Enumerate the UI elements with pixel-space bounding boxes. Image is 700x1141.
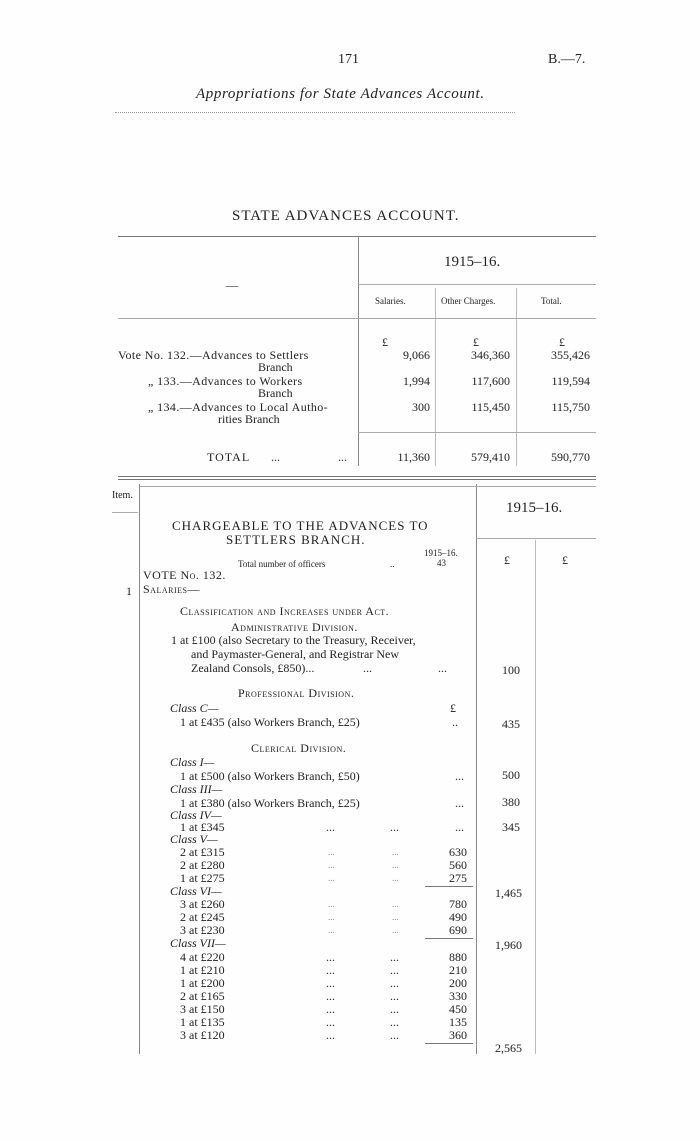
dots: ... xyxy=(326,963,335,977)
class-row-amount: 200 xyxy=(449,976,467,990)
class-row-label: 2 at £245 xyxy=(180,910,225,924)
summary-header-rule xyxy=(118,318,596,319)
class-iv-heading: Class IV— xyxy=(170,808,222,822)
vote-heading: VOTE No. 132. xyxy=(143,568,226,582)
class-row-amount: 490 xyxy=(449,910,467,924)
col-other-charges: Other Charges. xyxy=(441,296,496,306)
summary-total-dots: ... xyxy=(338,450,347,464)
summary-row-total: 115,750 xyxy=(551,400,590,414)
summary-bottom-rule xyxy=(118,476,596,477)
header-rule xyxy=(115,112,515,113)
class-i-amount: 500 xyxy=(502,768,520,782)
dots: ... xyxy=(328,860,335,870)
class-i-line: 1 at £500 (also Workers Branch, £50) xyxy=(180,769,360,783)
admin-amount: 100 xyxy=(502,663,520,677)
col-salaries: Salaries. xyxy=(375,296,406,306)
class-row-label: 3 at £120 xyxy=(180,1028,225,1042)
class-v-total: 1,465 xyxy=(495,886,522,900)
dots: ... xyxy=(392,860,399,870)
dots: ... xyxy=(326,950,335,964)
class-vi-total: 1,960 xyxy=(495,938,522,952)
dots: ... xyxy=(326,1028,335,1042)
detail-top-rule xyxy=(140,486,596,487)
officers-count: 43 xyxy=(437,558,446,568)
summary-total-salaries: 11,360 xyxy=(397,450,430,464)
summary-bottom-rule-2 xyxy=(118,479,596,480)
summary-row-total: 119,594 xyxy=(551,374,590,388)
dots: ... xyxy=(390,820,399,834)
class-row-label: 2 at £165 xyxy=(180,989,225,1003)
dots: ... xyxy=(326,976,335,990)
dots: ... xyxy=(455,820,464,834)
class-row-label: 3 at £260 xyxy=(180,897,225,911)
summary-row-salaries: 9,066 xyxy=(403,348,430,362)
summary-row-label-cont: Branch xyxy=(258,360,293,374)
dots: ... xyxy=(392,847,399,857)
salaries-heading: Salaries— xyxy=(143,582,200,596)
summary-year: 1915–16. xyxy=(444,254,501,270)
dots: ... xyxy=(392,873,399,883)
class-row-amount: 560 xyxy=(449,858,467,872)
class-vi-heading: Class VI— xyxy=(170,884,222,898)
officers-label: Total number of officers xyxy=(238,559,326,569)
admin-dots: ... xyxy=(363,661,372,675)
class-vii-heading: Class VII— xyxy=(170,936,226,950)
summary-row-label: Vote No. 132.—Advances to Settlers xyxy=(118,348,309,362)
class-i-dots: ... xyxy=(455,769,464,783)
item-header-rule xyxy=(112,512,138,513)
class-row-amount: 880 xyxy=(449,950,467,964)
subtotal-rule xyxy=(425,1043,473,1044)
amount-col-divider-2 xyxy=(535,540,536,1054)
item-number: 1 xyxy=(126,584,132,598)
dots: ... xyxy=(390,1028,399,1042)
dots: ... xyxy=(326,1002,335,1016)
other-currency: £ xyxy=(473,335,479,349)
class-iv-line: 1 at £345 xyxy=(180,820,225,834)
class-iii-amount: 380 xyxy=(502,795,520,809)
class-row-amount: 780 xyxy=(449,897,467,911)
summary-row-total: 355,426 xyxy=(551,348,590,362)
class-iii-heading: Class III— xyxy=(170,782,223,796)
class-iii-dots: ... xyxy=(455,796,464,810)
summary-row-label-cont: Branch xyxy=(258,386,293,400)
summary-total-dots: ... xyxy=(271,450,280,464)
summary-total-other: 579,410 xyxy=(471,450,510,464)
dots: ... xyxy=(328,925,335,935)
summary-row-other: 115,450 xyxy=(471,400,510,414)
detail-year-rule xyxy=(476,538,596,539)
section-heading: CHARGEABLE TO THE ADVANCES TO xyxy=(172,518,429,533)
class-row-label: 1 at £210 xyxy=(180,963,225,977)
officers-year: 1915–16. xyxy=(424,548,458,558)
col-total: Total. xyxy=(541,296,562,306)
professional-division-heading: Professional Division. xyxy=(238,686,355,700)
detail-year: 1915–16. xyxy=(506,500,563,516)
class-row-label: 1 at £275 xyxy=(180,871,225,885)
admin-line: and Paymaster-General, and Registrar New xyxy=(191,647,400,661)
class-row-amount: 690 xyxy=(449,923,467,937)
dots: ... xyxy=(390,989,399,1003)
class-c-line: 1 at £435 (also Workers Branch, £25) xyxy=(180,715,360,729)
dots: ... xyxy=(392,912,399,922)
dots: ... xyxy=(328,847,335,857)
detail-currency: £ xyxy=(504,553,510,567)
detail-currency-2: £ xyxy=(562,553,568,567)
class-row-label: 2 at £315 xyxy=(180,845,225,859)
class-c-dots: .. xyxy=(452,715,458,729)
subtotal-rule xyxy=(425,938,473,939)
class-row-label: 1 at £135 xyxy=(180,1015,225,1029)
page-number: 171 xyxy=(338,52,359,67)
summary-top-rule xyxy=(118,236,596,237)
class-row-label: 1 at £200 xyxy=(180,976,225,990)
summary-row-label-cont: rities Branch xyxy=(218,412,280,426)
item-col-divider xyxy=(139,484,140,1054)
dots: ... xyxy=(392,899,399,909)
amount-col-divider xyxy=(476,484,477,1054)
summary-row-other: 117,600 xyxy=(471,374,510,388)
document-ref: B.—7. xyxy=(548,52,586,67)
class-iv-amount: 345 xyxy=(502,820,520,834)
salaries-currency: £ xyxy=(382,335,388,349)
dots: ... xyxy=(390,1015,399,1029)
classification-heading: Classification and Increases under Act. xyxy=(180,604,390,618)
summary-row-label: „ 134.—Advances to Local Autho- xyxy=(148,400,329,414)
dots: ... xyxy=(326,820,335,834)
summary-title: STATE ADVANCES ACCOUNT. xyxy=(232,208,460,224)
officers-dots: .. xyxy=(390,559,395,569)
summary-total-label: TOTAL xyxy=(207,450,251,464)
summary-year-rule xyxy=(358,284,596,285)
item-column-header: Item. xyxy=(112,490,133,501)
class-row-label: 3 at £150 xyxy=(180,1002,225,1016)
summary-col-divider-2 xyxy=(435,288,436,466)
dots: ... xyxy=(328,899,335,909)
summary-row-salaries: 300 xyxy=(412,400,430,414)
summary-total-total: 590,770 xyxy=(551,450,590,464)
class-row-amount: 450 xyxy=(449,1002,467,1016)
summary-stub-dash: — xyxy=(226,278,238,292)
class-row-label: 3 at £230 xyxy=(180,923,225,937)
class-i-heading: Class I— xyxy=(170,755,215,769)
dots: ... xyxy=(326,1015,335,1029)
class-row-amount: 275 xyxy=(449,871,467,885)
admin-division-heading: Administrative Division. xyxy=(231,620,358,634)
class-row-label: 2 at £280 xyxy=(180,858,225,872)
dots: ... xyxy=(326,989,335,1003)
class-row-label: 4 at £220 xyxy=(180,950,225,964)
section-heading-cont: SETTLERS BRANCH. xyxy=(226,532,366,547)
running-title: Appropriations for State Advances Account. xyxy=(196,86,485,102)
subtotal-rule xyxy=(425,886,473,887)
admin-line: 1 at £100 (also Secretary to the Treasury, Receiver, xyxy=(171,633,416,647)
summary-col-divider-3 xyxy=(516,288,517,466)
dots: ... xyxy=(328,873,335,883)
class-v-heading: Class V— xyxy=(170,832,218,846)
dots: ... xyxy=(390,950,399,964)
class-row-amount: 630 xyxy=(449,845,467,859)
summary-row-other: 346,360 xyxy=(471,348,510,362)
clerical-division-heading: Clerical Division. xyxy=(251,741,347,755)
class-row-amount: 135 xyxy=(449,1015,467,1029)
summary-row-label: „ 133.—Advances to Workers xyxy=(148,374,303,388)
total-currency: £ xyxy=(559,335,565,349)
class-c-amount: 435 xyxy=(502,717,520,731)
class-row-amount: 360 xyxy=(449,1028,467,1042)
class-c-heading: Class C— xyxy=(170,701,219,715)
class-vii-total: 2,565 xyxy=(495,1041,522,1055)
admin-line: Zealand Consols, £850)... xyxy=(191,661,315,675)
pound-sign: £ xyxy=(450,701,456,715)
class-iii-line: 1 at £380 (also Workers Branch, £25) xyxy=(180,796,360,810)
class-row-amount: 210 xyxy=(449,963,467,977)
dots: ... xyxy=(390,976,399,990)
dots: ... xyxy=(390,963,399,977)
dots: ... xyxy=(390,1002,399,1016)
summary-row-salaries: 1,994 xyxy=(403,374,430,388)
dots: ... xyxy=(392,925,399,935)
admin-dots: ... xyxy=(438,661,447,675)
summary-subtotal-rule xyxy=(358,432,596,433)
class-row-amount: 330 xyxy=(449,989,467,1003)
dots: ... xyxy=(328,912,335,922)
